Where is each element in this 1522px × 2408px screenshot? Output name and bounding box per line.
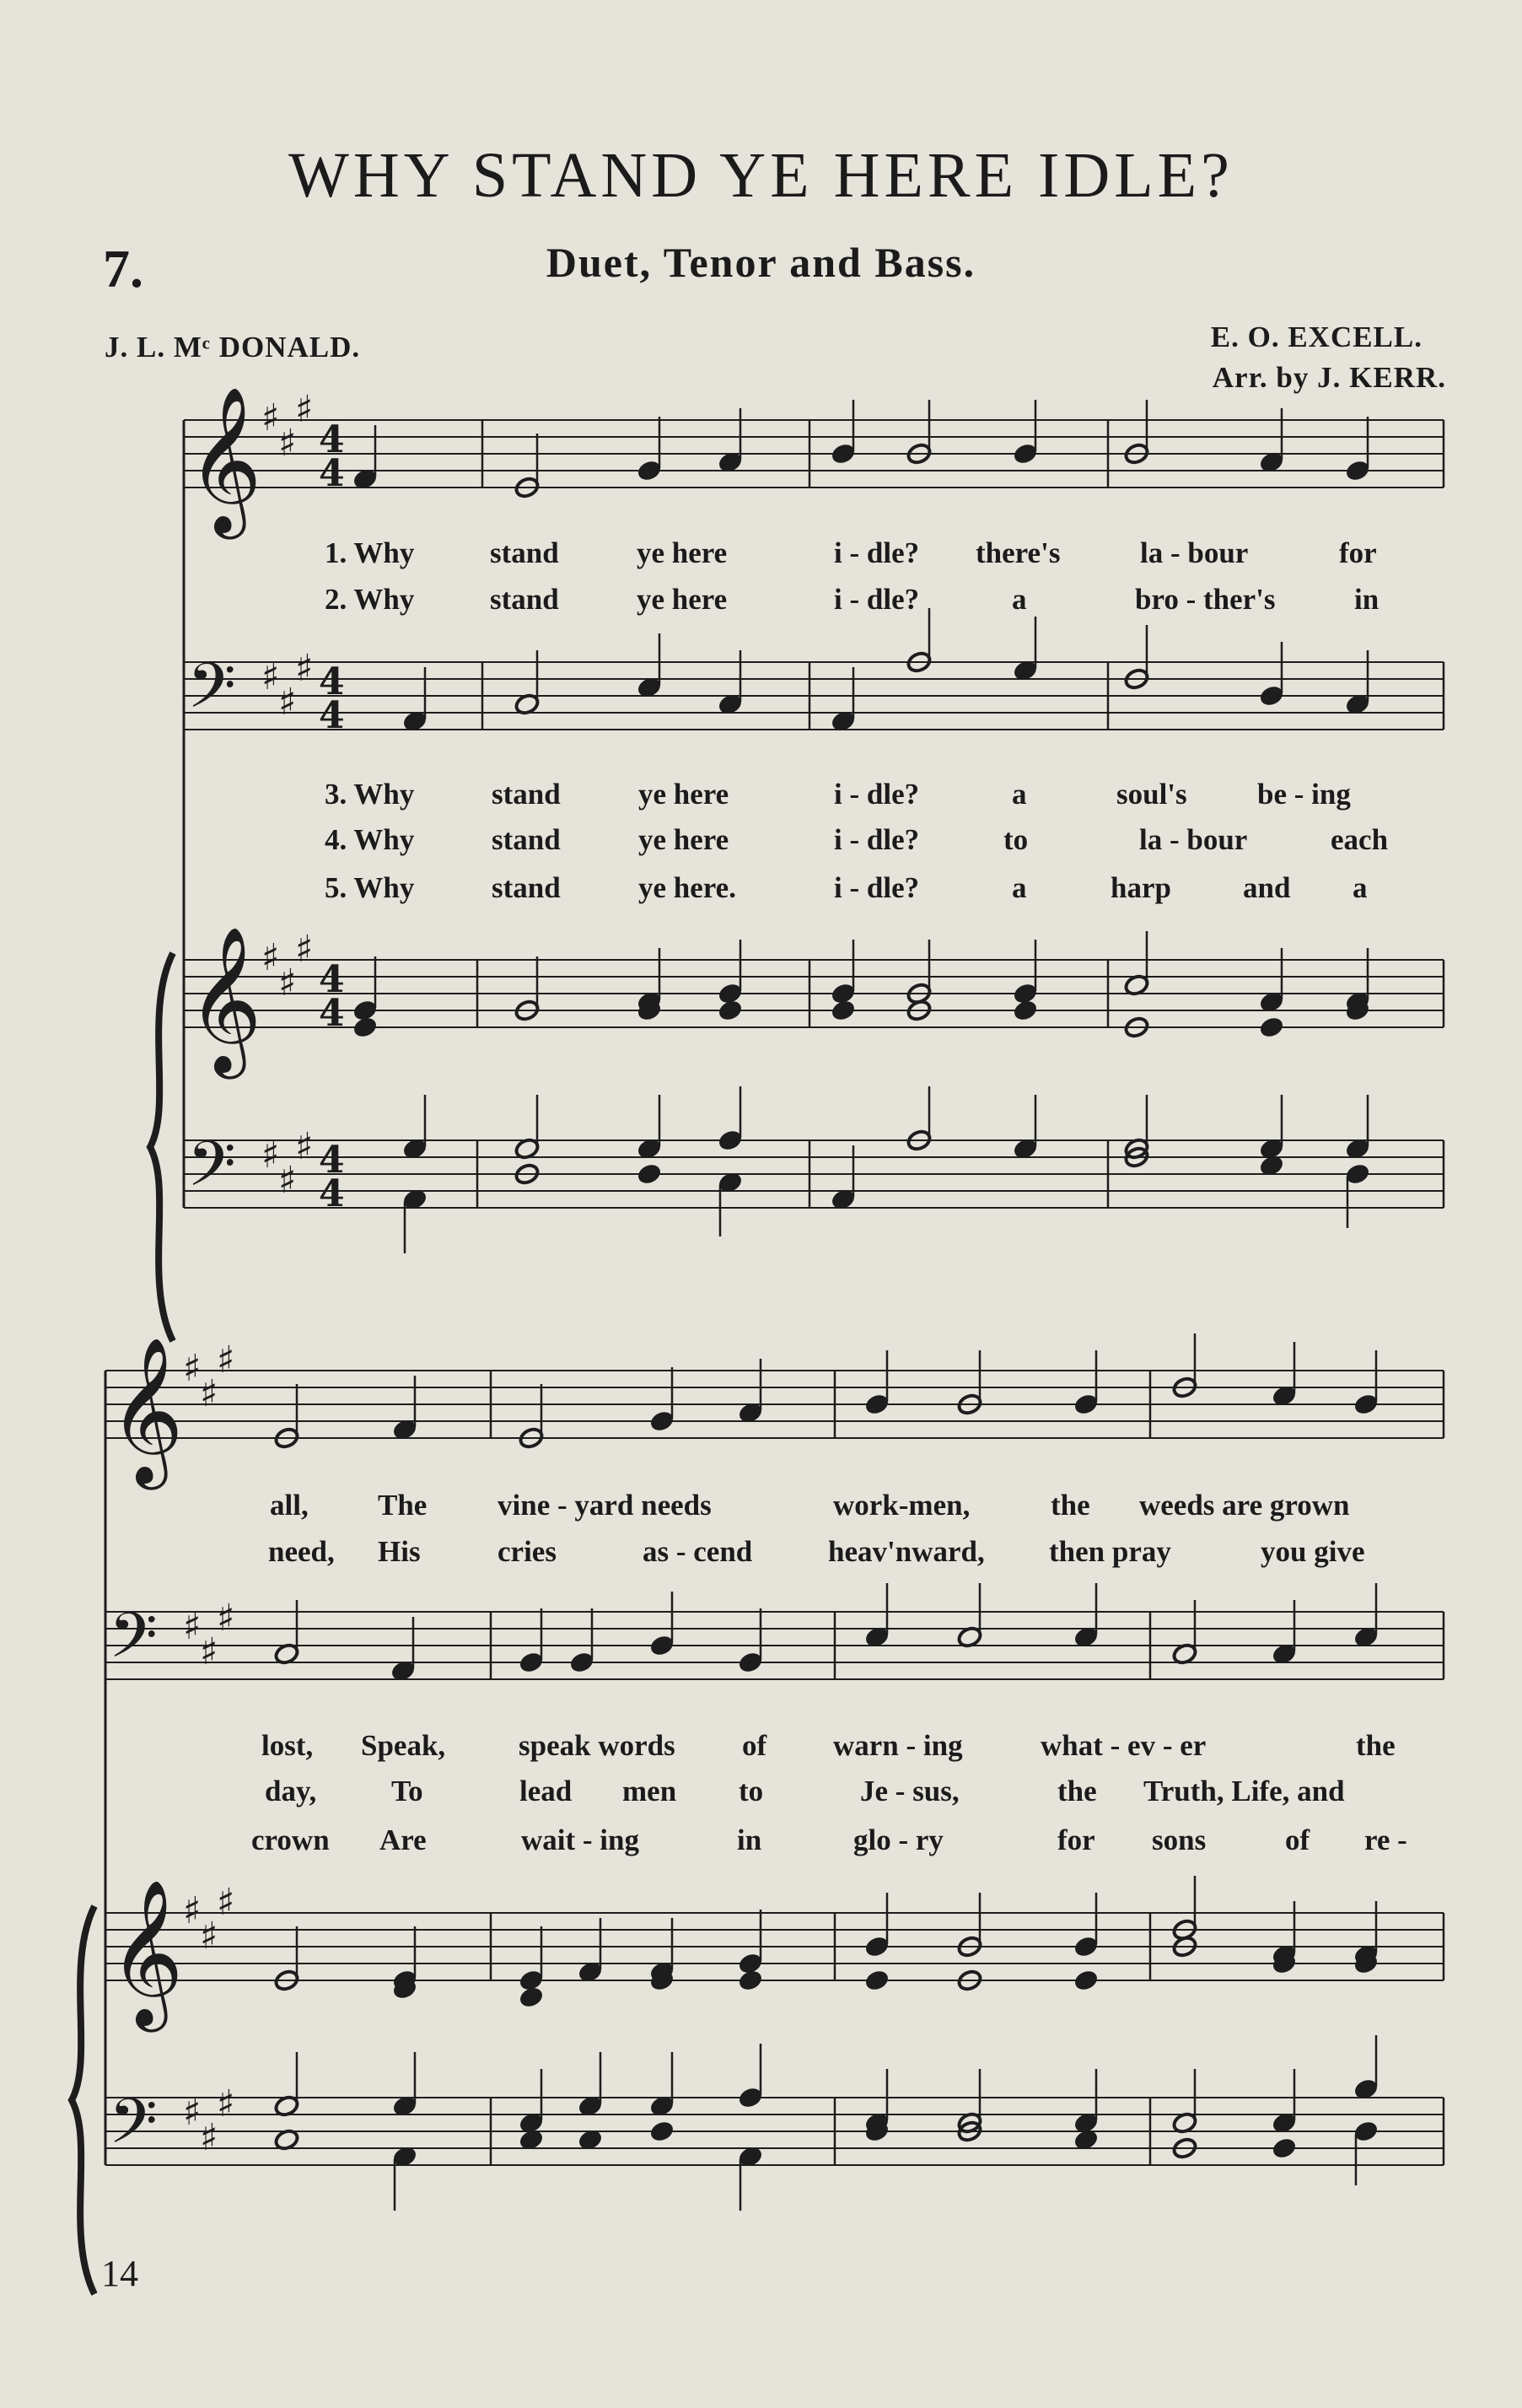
lyric-line-verse-1b: all, The vine - yard needs work-men, the weeds are grown bbox=[270, 1489, 1350, 1522]
sharp-icon: ♯ bbox=[261, 655, 280, 698]
sharp-icon: ♯ bbox=[200, 1915, 218, 1958]
lyric-line-verse-3b: lost, Speak, speak words of warn - ing what - ev - er the bbox=[261, 1729, 1396, 1762]
sharp-icon: ♯ bbox=[217, 1597, 235, 1640]
sharp-icon: ♯ bbox=[278, 681, 297, 724]
sharp-icon: ♯ bbox=[217, 1339, 235, 1382]
lyric-line-verse-2b: need, His cries as - cend heav'nward, then pray you give bbox=[268, 1535, 1365, 1568]
lyric-line-verse-2: 2. Why stand ye here i - dle? a bro - ther's in bbox=[325, 583, 1379, 616]
bass-clef-icon: 𝄢 bbox=[109, 2085, 158, 2174]
treble-clef-icon: 𝄞 bbox=[109, 1337, 184, 1484]
bass-clef-icon: 𝄢 bbox=[187, 1128, 236, 1216]
note-head bbox=[636, 1162, 663, 1186]
lyric-line-verse-5b: crown Are wait - ing in glo - ry for sons of re - bbox=[251, 1824, 1407, 1856]
bass-clef-icon: 𝄢 bbox=[187, 649, 236, 738]
page-number: 14 bbox=[101, 2253, 138, 2294]
piano-brace bbox=[150, 953, 173, 1341]
sharp-icon: ♯ bbox=[295, 1125, 314, 1168]
sharp-icon: ♯ bbox=[278, 962, 297, 1005]
lyric-line-verse-5: 5. Why stand ye here. i - dle? a harp and a bbox=[325, 871, 1368, 904]
sharp-icon: ♯ bbox=[183, 1605, 202, 1648]
note-head bbox=[1258, 1015, 1285, 1039]
time-signature: 4 bbox=[319, 694, 345, 737]
note-head bbox=[717, 999, 744, 1022]
time-signature: 4 bbox=[319, 1172, 345, 1215]
piano-brace bbox=[72, 1906, 94, 2294]
lyricist-credit: J. L. Mᶜ DONALD. bbox=[105, 331, 361, 364]
sharp-icon: ♯ bbox=[261, 936, 280, 979]
note-head bbox=[830, 999, 857, 1022]
bass-clef-icon: 𝄢 bbox=[109, 1599, 158, 1688]
sharp-icon: ♯ bbox=[200, 1630, 218, 1673]
page-title: WHY STAND YE HERE IDLE? bbox=[288, 140, 1234, 211]
arranger-credit: Arr. by J. KERR. bbox=[1212, 361, 1446, 394]
lyric-line-verse-1: 1. Why stand ye here i - dle? there's la - bour for bbox=[325, 536, 1377, 569]
note-head bbox=[648, 2120, 675, 2143]
lyric-line-verse-4b: day, To lead men to Je - sus, the Truth, Life, and bbox=[265, 1775, 1345, 1807]
sharp-icon: ♯ bbox=[183, 1889, 202, 1932]
treble-clef-icon: 𝄞 bbox=[187, 926, 262, 1073]
note-head bbox=[352, 1015, 379, 1039]
treble-clef-icon: 𝄞 bbox=[109, 1879, 184, 2026]
sharp-icon: ♯ bbox=[278, 422, 297, 465]
sharp-icon: ♯ bbox=[295, 928, 314, 971]
lyric-line-verse-3: 3. Why stand ye here i - dle? a soul's be - ing bbox=[325, 778, 1351, 811]
sharp-icon: ♯ bbox=[183, 1347, 202, 1390]
sharp-icon: ♯ bbox=[295, 388, 314, 431]
sharp-icon: ♯ bbox=[200, 1372, 218, 1415]
sharp-icon: ♯ bbox=[278, 1159, 297, 1202]
sharp-icon: ♯ bbox=[295, 647, 314, 690]
treble-clef-icon: 𝄞 bbox=[187, 386, 262, 533]
sharp-icon: ♯ bbox=[217, 2082, 235, 2125]
time-signature: 4 bbox=[319, 660, 345, 703]
note-head bbox=[863, 1969, 890, 1992]
time-signature: 4 bbox=[319, 418, 345, 461]
lyric-line-verse-4: 4. Why stand ye here i - dle? to la - bour each bbox=[325, 823, 1389, 856]
time-signature: 4 bbox=[319, 452, 345, 495]
subtitle: Duet, Tenor and Bass. bbox=[546, 239, 976, 286]
sharp-icon: ♯ bbox=[200, 2116, 218, 2159]
time-signature: 4 bbox=[319, 1139, 345, 1182]
note-head bbox=[737, 1969, 764, 1992]
sharp-icon: ♯ bbox=[261, 396, 280, 439]
note-head bbox=[518, 1985, 545, 2009]
sharp-icon: ♯ bbox=[217, 1881, 235, 1924]
note-head bbox=[1271, 2136, 1298, 2160]
sharp-icon: ♯ bbox=[183, 2091, 202, 2134]
sharp-icon: ♯ bbox=[261, 1134, 280, 1177]
hymn-number: 7. bbox=[103, 239, 143, 299]
note-head bbox=[1012, 999, 1039, 1022]
time-signature: 4 bbox=[319, 958, 345, 1001]
composer-credit: E. O. EXCELL. bbox=[1210, 321, 1423, 353]
time-signature: 4 bbox=[319, 992, 345, 1035]
note-head bbox=[1073, 1969, 1100, 1992]
